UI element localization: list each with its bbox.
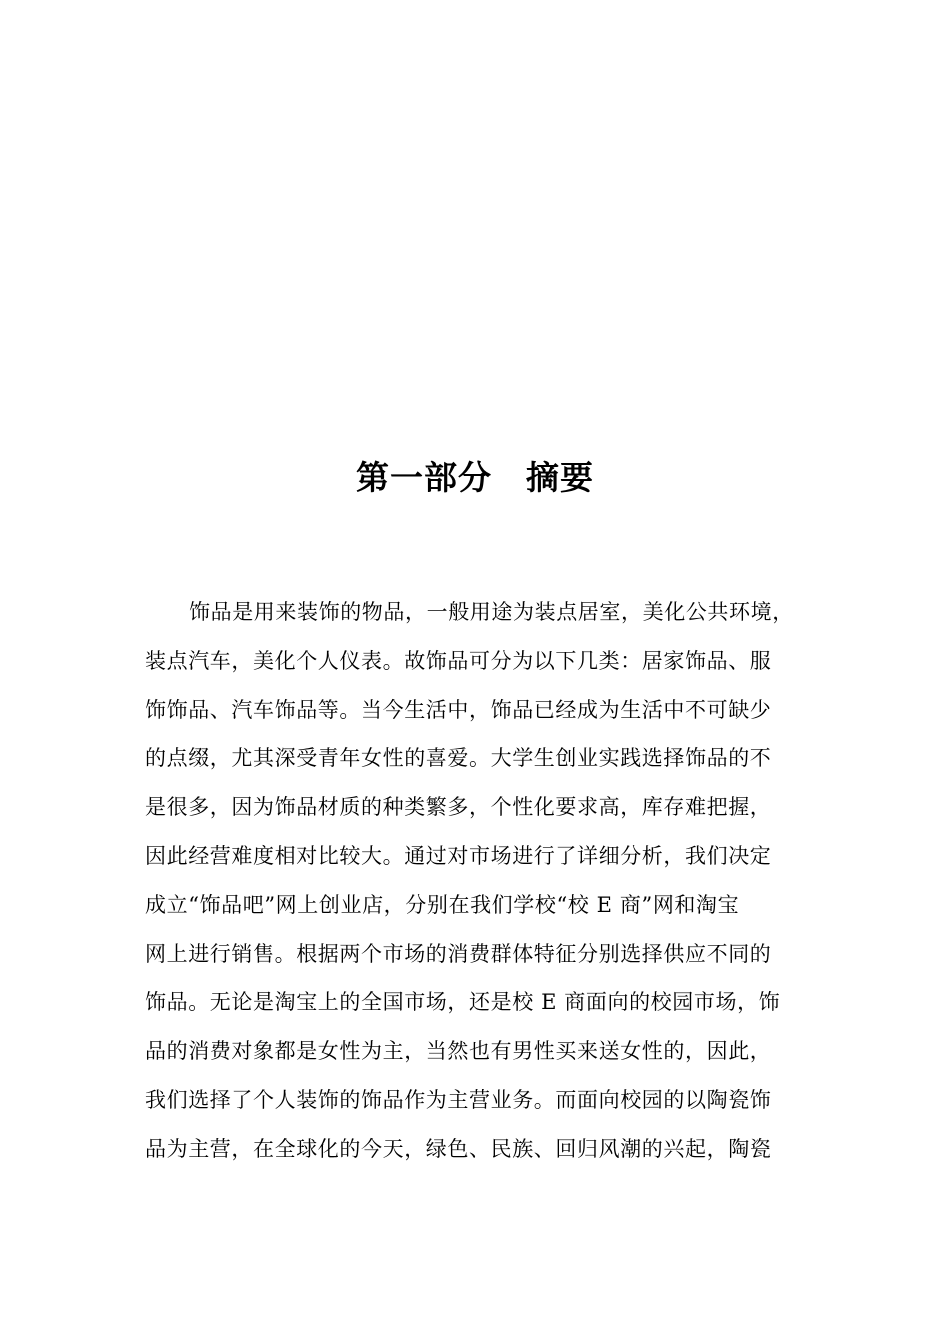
paragraph-line: 饰饰品、汽车饰品等。当今生活中，饰品已经成为生活中不可缺少 [145,697,772,722]
paragraph-line: 我们选择了个人装饰的饰品作为主营业务。而面向校园的以陶瓷饰 [145,1087,772,1112]
paragraph-line: 因此经营难度相对比较大。通过对市场进行了详细分析，我们决定 [145,843,772,868]
section-title: 摘要 [526,458,594,497]
paragraph-line: 饰品。无论是淘宝上的全国市场，还是校 E 商面向的校园市场，饰 [145,990,781,1015]
paragraph-line: 品的消费对象都是女性为主，当然也有男性买来送女性的，因此， [145,1039,772,1064]
paragraph-line: 饰品是用来装饰的物品，一般用途为装点居室，美化公共环境， [189,600,794,624]
paragraph-line: 品为主营，在全球化的今天，绿色、民族、回归风潮的兴起，陶瓷 [145,1136,772,1161]
paragraph-line: 成立“饰品吧”网上创业店，分别在我们学校“校 E 商”网和淘宝 [145,892,740,917]
section-heading [0,454,950,502]
paragraph-line: 是很多，因为饰品材质的种类繁多，个性化要求高，库存难把握， [145,795,772,820]
section-part-label: 第一部分 [356,458,492,497]
paragraph-line: 装点汽车，美化个人仪表。故饰品可分为以下几类：居家饰品、服 [145,648,772,673]
paragraph-line: 的点缀，尤其深受青年女性的喜爱。大学生创业实践选择饰品的不 [145,746,772,771]
abstract-paragraph [145,588,845,1174]
paragraph-line: 网上进行销售。根据两个市场的消费群体特征分别选择供应不同的 [145,941,772,966]
